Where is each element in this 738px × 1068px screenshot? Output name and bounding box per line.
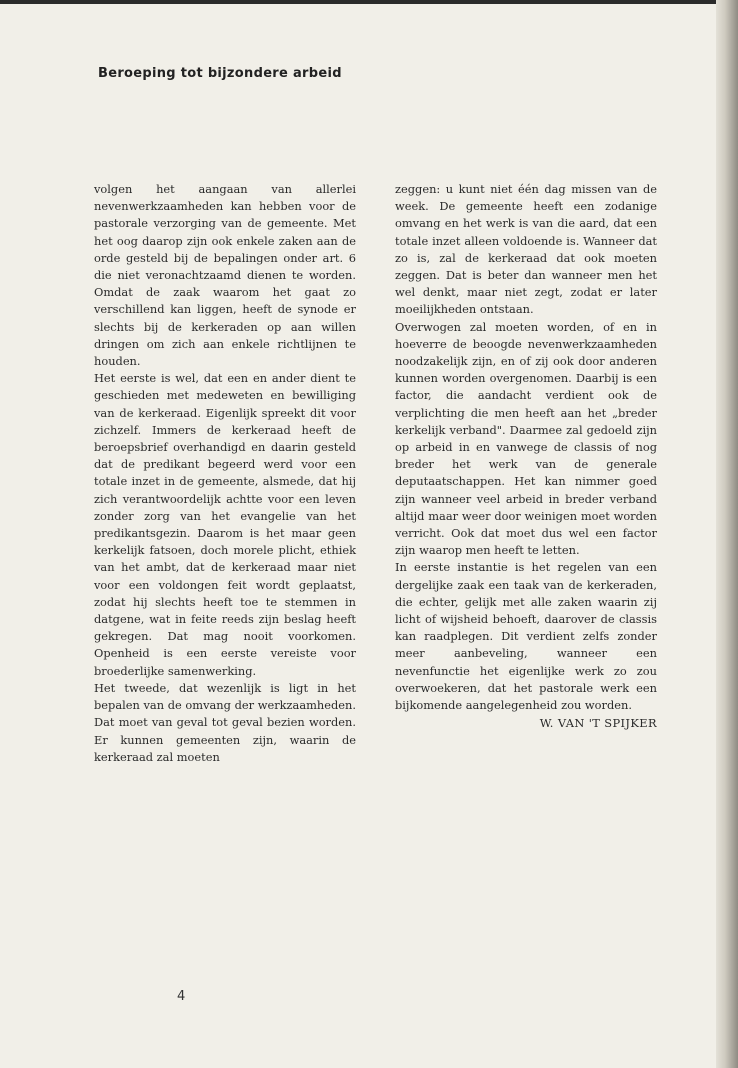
running-header: Beroeping tot bijzondere arbeid bbox=[98, 66, 342, 81]
paragraph: volgen het aangaan van allerlei nevenwerkzaamheden kan hebben voor de pastorale verzorging van de gemeente. Met het oog daarop zijn ook enkele zaken aan de orde gesteld bij de bepalingen onder art. 6 die niet veronachtzaamd dienen te worden. Omdat de zaak waarom het gaat zo verschillend kan liggen, heeft de synode er slechts bij de kerkeraden op aan willen dringen om zich aan enkele richtlijnen te houden. bbox=[94, 182, 356, 369]
page-right-edge bbox=[716, 0, 738, 1068]
paragraph: In eerste instantie is het regelen van een dergelijke zaak een taak van de kerkeraden, die echter, gelijk met alle zaken waarin zij licht of wijsheid behoeft, daarover de classis kan raadplegen. Dit verdient zelfs zonder meer aanbeveling, wanneer een nevenfunctie het eigenlijke werk zo zou overwoekeren, dat het pastorale werk een bijkomende aangelegenheid zou worden. bbox=[395, 560, 657, 713]
paragraph: Het eerste is wel, dat een en ander dient te geschieden met medeweten en bewilliging van de kerkeraad. Eigenlijk spreekt dit voor zichzelf. Immers de kerkeraad heeft de beroepsbrief overhandigd en daarin gesteld dat de predikant begeerd werd voor een totale inzet in de gemeente, alsmede, dat hij zich verantwoordelijk achtte voor een leven zonder zorg van het evangelie van het predikantsgezin. Daarom is het maar geen kerkelijk fatsoen, doch morele plicht, ethiek van het ambt, dat de kerkeraad maar niet voor een voldongen feit wordt geplaatst, zodat hij slechts heeft toe te stemmen in datgene, wat in feite reeds zijn beslag heeft gekregen. Dat mag nooit voorkomen. Openheid is een eerste vereiste voor broederlijke samenwerking. bbox=[94, 371, 356, 678]
paragraph: zeggen: u kunt niet één dag missen van de week. De gemeente heeft een zodanige omvang en het werk is van die aard, dat een totale inzet alleen voldoende is. Wanneer dat zo is, zal de kerkeraad dat ook moeten zeggen. Dat is beter dan wanneer men het wel denkt, maar niet zegt, zodat er later moeilijkheden ontstaan. bbox=[395, 182, 657, 317]
right-column bbox=[395, 181, 657, 733]
paragraph: Het tweede, dat wezenlijk is ligt in het bepalen van de omvang der werkzaamheden. Dat moet van geval tot geval bezien worden. Er kunnen gemeenten zijn, waarin de kerkeraad zal moeten bbox=[94, 680, 356, 764]
page-number: 4 bbox=[177, 989, 186, 1004]
left-column bbox=[94, 181, 356, 766]
page-top-edge bbox=[0, 0, 738, 4]
author-signature: W. VAN 'T SPIJKER bbox=[539, 716, 657, 731]
paragraph: Overwogen zal moeten worden, of en in hoeverre de beoogde nevenwerkzaamheden noodzakelijk zijn, en of zij ook door anderen kunnen worden overgenomen. Daarbij is een factor, die aandacht verdient ook de verplichting die men heeft aan het „breder kerkelijk verband". Daarmee zal gedoeld zijn op arbeid in en vanwege de classis of nog breder het werk van de generale deputaatschappen. Het kan nimmer goed zijn wanneer veel arbeid in breder verband altijd maar weer door weinigen moet worden verricht. Ook dat moet dus wel een factor zijn waarop men heeft te letten. bbox=[395, 319, 657, 558]
